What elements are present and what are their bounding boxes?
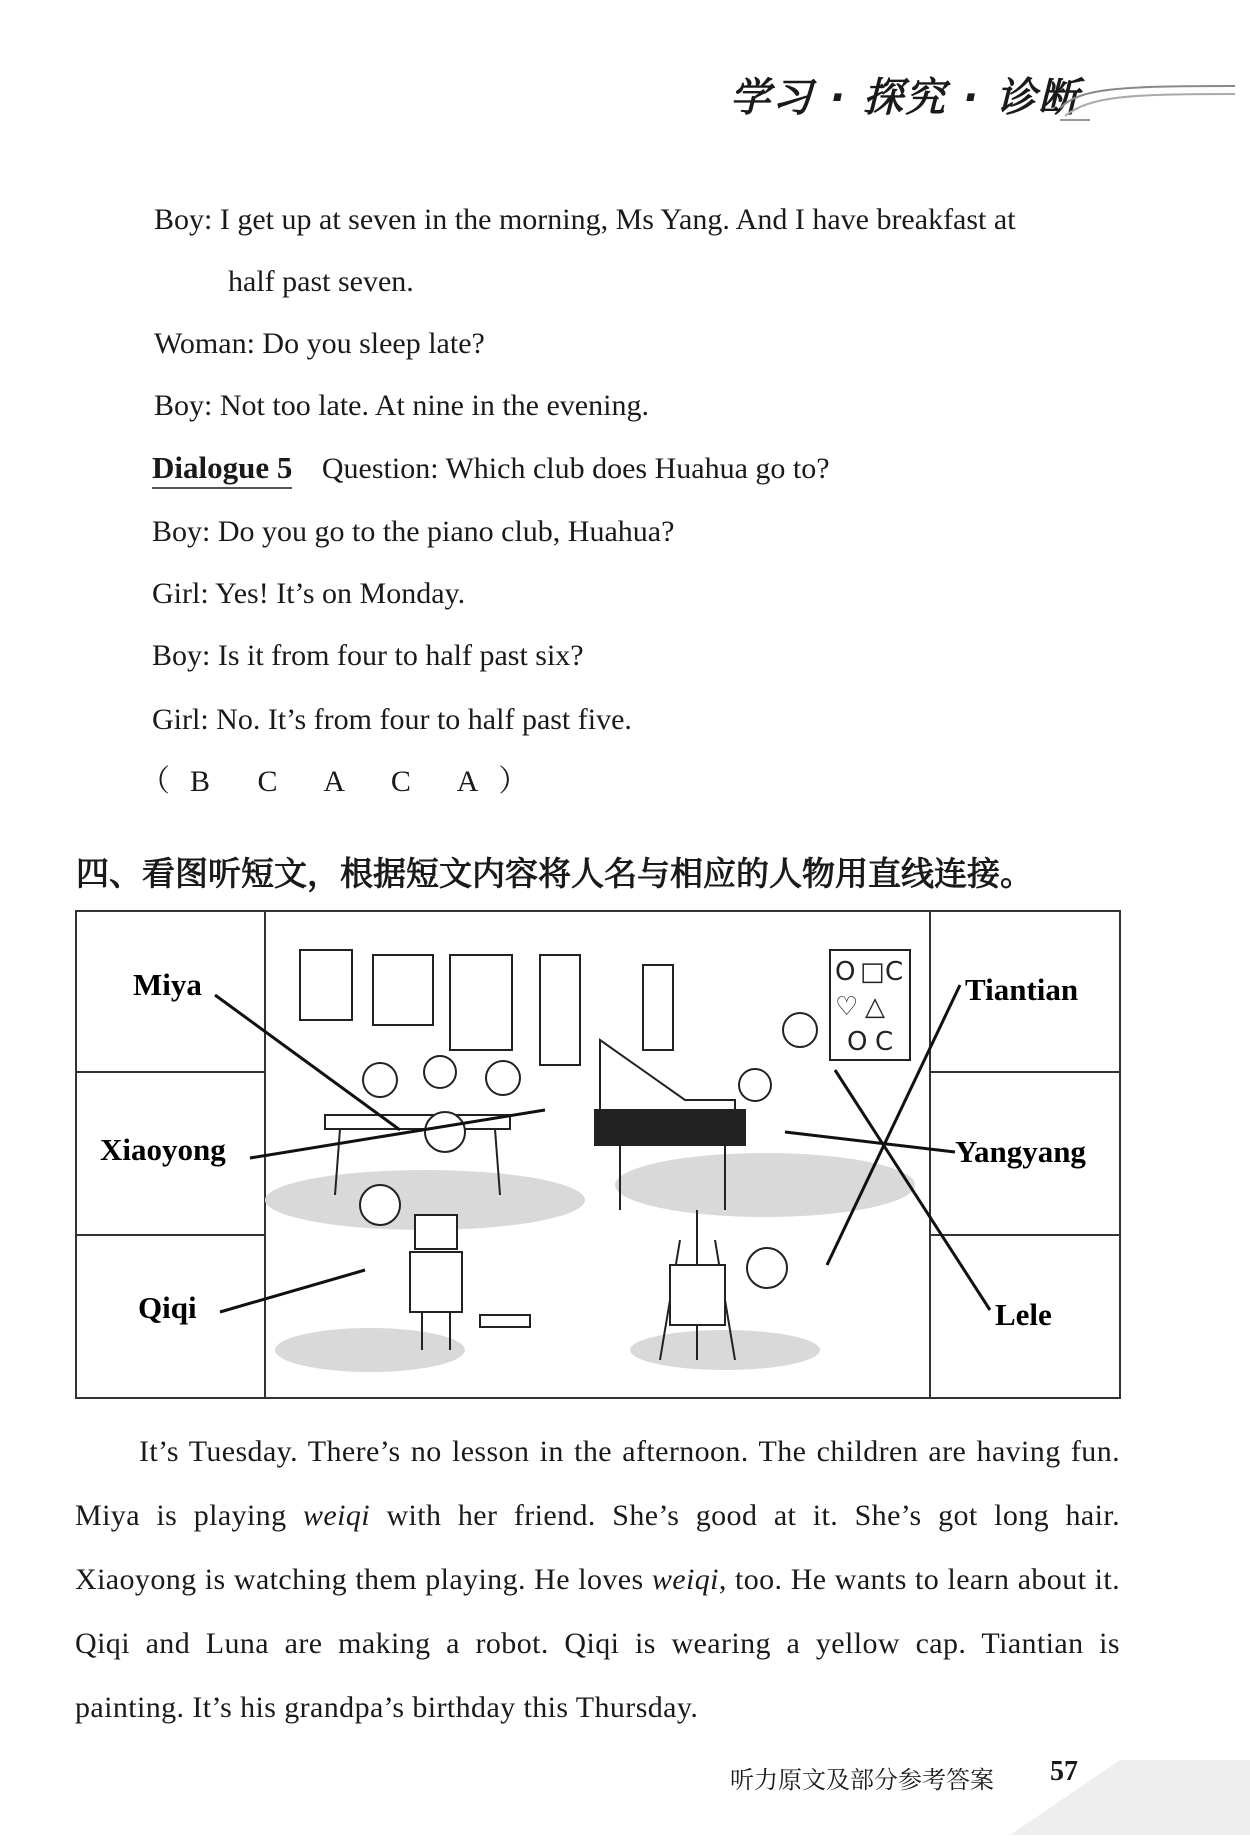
name-miya: Miya <box>133 967 202 1002</box>
speaker: Woman: <box>154 327 255 360</box>
dialogue-line <box>152 638 584 674</box>
passage-italic: weiqi <box>651 1563 719 1596</box>
board-symbol: ♡ <box>835 992 859 1022</box>
dialogue5-heading <box>152 450 830 487</box>
speaker: Girl: <box>152 703 209 736</box>
utterance: Yes! It’s on Monday. <box>215 577 466 610</box>
header-decoration <box>1060 78 1240 128</box>
name-tiantian: Tiantian <box>965 972 1079 1007</box>
name-yangyang: Yangyang <box>955 1134 1086 1169</box>
board-symbol: O <box>835 957 856 987</box>
passage-paragraph <box>75 1420 1120 1740</box>
dialogue-line <box>152 702 632 738</box>
dialogue-line <box>154 326 485 362</box>
utterance: Do you sleep late? <box>262 327 485 360</box>
dialogue-question: Question: Which club does Huahua go to? <box>321 452 830 485</box>
name-lele: Lele <box>995 1297 1052 1332</box>
board-symbol: O <box>847 1027 868 1057</box>
board-symbol: △ <box>865 992 885 1022</box>
answer-key: （B C A C A） <box>140 765 549 798</box>
dialogue-label: Dialogue 5 <box>152 450 292 489</box>
speaker: Boy: <box>152 515 211 548</box>
speaker: Boy: <box>152 639 211 672</box>
footer-decoration <box>1010 1740 1250 1840</box>
utterance: Do you go to the piano club, Huahua? <box>217 515 675 548</box>
utterance: No. It’s from four to half past five. <box>216 703 632 736</box>
page-number: 57 <box>1050 1756 1078 1787</box>
name-xiaoyong: Xiaoyong <box>100 1132 226 1167</box>
utterance: half past seven. <box>228 265 414 298</box>
header-title: 学习 · 探究 · 诊断 <box>730 75 1081 121</box>
board-symbol: □ <box>860 957 885 987</box>
board-symbol: C <box>885 957 904 987</box>
dialogue-line <box>152 576 465 612</box>
dialogue-line <box>152 514 674 550</box>
utterance: I get up at seven in the morning, Ms Yang. And I have breakfast at <box>219 203 1016 236</box>
speaker: Boy: <box>154 203 213 236</box>
passage-text: It’s Tuesday. There’s no lesson in the afternoon. The children are having fun. Miya is playing <box>75 1435 1120 1532</box>
passage-text: , too. He wants to learn about it. Qiqi and Luna are making a robot. Qiqi is wearing a yellow cap. Tiantian is painting. It’s his grandpa’s birthday this Thursday. <box>75 1563 1120 1724</box>
dialogue-line <box>228 264 414 300</box>
name-qiqi: Qiqi <box>138 1290 197 1325</box>
dialogue-line <box>154 388 649 424</box>
classroom-scene <box>265 950 915 1372</box>
speaker: Boy: <box>154 389 213 422</box>
passage-italic: weiqi <box>302 1499 370 1532</box>
footer-text: 听力原文及部分参考答案 <box>730 1766 994 1794</box>
utterance: Not too late. At nine in the evening. <box>219 389 649 422</box>
passage-text: with her friend. She’s good at it. She’s got long hair. Xiaoyong is watching them playing. He loves <box>75 1499 1120 1596</box>
board-symbol: C <box>875 1027 894 1057</box>
utterance: Is it from four to half past six? <box>217 639 584 672</box>
dialogue-line <box>154 202 1016 238</box>
section-title: 四、看图听短文，根据短文内容将人名与相应的人物用直线连接。 <box>76 854 1033 893</box>
speaker: Girl: <box>152 577 209 610</box>
match-line-qiqi <box>220 1270 365 1312</box>
matching-figure <box>75 910 1125 1400</box>
listening-passage <box>75 1420 1120 1740</box>
